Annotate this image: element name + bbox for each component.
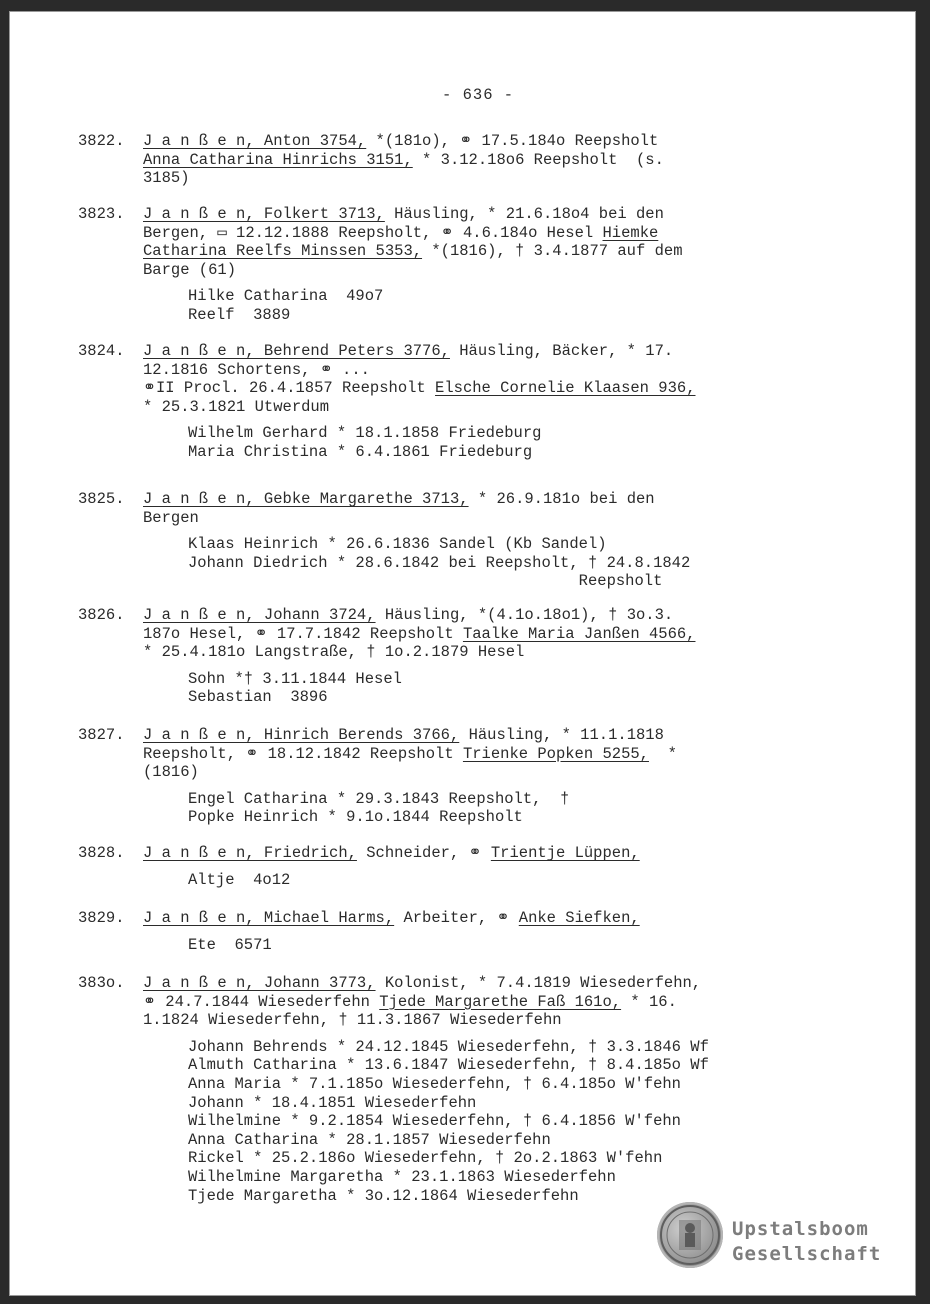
page-content — [10, 12, 915, 1295]
entry-line: Bergen, ▭ 12.12.1888 Reepsholt, ⚭ 4.6.184o Hesel Hiemke — [143, 223, 659, 242]
underlined-name: Elsche Cornelie Klaasen 936, — [435, 379, 696, 398]
entry-line: 3185) — [143, 169, 190, 188]
child-line: Klaas Heinrich * 26.6.1836 Sandel (Kb Sandel) — [188, 535, 607, 554]
child-line: Reepsholt — [188, 572, 663, 591]
child-line: Reelf 3889 — [188, 305, 291, 324]
entry-number: 3825. — [78, 490, 125, 508]
underlined-name: J a n ß e n, Behrend Peters 3776, — [143, 342, 450, 360]
child-line: Sohn *† 3.11.1844 Hesel — [188, 669, 402, 688]
underlined-name: J a n ß e n, Johann 3773, — [143, 974, 376, 992]
child-line: Wilhelmine Margaretha * 23.1.1863 Wiesederfehn — [188, 1167, 616, 1186]
child-line: Johann * 18.4.1851 Wiesederfehn — [188, 1093, 477, 1112]
entry-line: Catharina Reelfs Minssen 5353, *(1816), † 3.4.1877 auf dem — [143, 242, 683, 261]
entry-body — [143, 606, 823, 707]
entry-number: 3823. — [78, 205, 125, 223]
underlined-name: J a n ß e n, Hinrich Berends 3766, — [143, 726, 460, 744]
underlined-name: Trientje Lüppen, — [490, 844, 640, 862]
entry-line: * 25.4.181o Langstraße, † 1o.2.1879 Hesel — [143, 643, 525, 662]
entry-number: 3828. — [78, 844, 125, 862]
child-line: Rickel * 25.2.186o Wiesederfehn, † 2o.2.1863 W'fehn — [188, 1149, 663, 1168]
entry-line: ⚭II Procl. 26.4.1857 Reepsholt Elsche Cornelie Klaasen 936, — [143, 379, 696, 398]
entry-number: 3829. — [78, 909, 125, 927]
child-line: Tjede Margaretha * 3o.12.1864 Wiesederfehn — [188, 1186, 579, 1205]
underlined-name: J a n ß e n, Johann 3724, — [143, 606, 376, 624]
logo-line-2: Gesellschaft — [732, 1243, 882, 1265]
underlined-name: J a n ß e n, Gebke Margarethe 3713, — [143, 490, 469, 508]
entry-number: 3826. — [78, 606, 125, 624]
entry-line: 187o Hesel, ⚭ 17.7.1842 Reepsholt Taalke Maria Janßen 4566, — [143, 624, 696, 643]
child-line: Anna Maria * 7.1.185o Wiesederfehn, † 6.4.185o W'fehn — [188, 1074, 681, 1093]
entry-body — [143, 909, 823, 954]
entry-line: Anna Catharina Hinrichs 3151, * 3.12.18o6 Reepsholt (s. — [143, 150, 664, 169]
entry-line: ⚭ 24.7.1844 Wiesederfehn Tjede Margarethe Faß 161o, * 16. — [143, 992, 677, 1011]
child-line: Wilhelm Gerhard * 18.1.1858 Friedeburg — [188, 424, 542, 443]
entry-line: 12.1816 Schortens, ⚭ ... — [143, 360, 370, 379]
entry-line: Barge (61) — [143, 260, 237, 279]
entry-line: (1816) — [143, 763, 199, 782]
entry-line: J a n ß e n, Gebke Margarethe 3713, * 26.9.181o bei den — [143, 490, 655, 508]
child-line: Hilke Catharina 49o7 — [188, 287, 384, 306]
underlined-name: Tjede Margarethe Faß 161o, — [379, 992, 622, 1011]
entry-body — [143, 342, 823, 462]
underlined-name: Taalke Maria Janßen 4566, — [462, 624, 696, 643]
underlined-name: J a n ß e n, Friedrich, — [143, 844, 357, 862]
child-line: Ete 6571 — [188, 935, 272, 954]
entry-body — [143, 205, 823, 325]
child-line: Sebastian 3896 — [188, 688, 328, 707]
document-page — [10, 12, 915, 1295]
underlined-name: J a n ß e n, Michael Harms, — [143, 909, 395, 927]
child-line: Almuth Catharina * 13.6.1847 Wiesederfehn, † 8.4.185o Wf — [188, 1056, 709, 1075]
entry-number: 3824. — [78, 342, 125, 360]
underlined-name: J a n ß e n, Folkert 3713, — [143, 205, 385, 223]
entry-line: J a n ß e n, Hinrich Berends 3766, Häusling, * 11.1.1818 — [143, 726, 664, 744]
underlined-name: Catharina Reelfs Minssen 5353, — [143, 242, 423, 261]
child-line: Popke Heinrich * 9.1o.1844 Reepsholt — [188, 808, 523, 827]
entry-body — [143, 844, 823, 889]
entry-line: Bergen — [143, 508, 199, 527]
underlined-name: Trienke Popken 5255, — [462, 744, 649, 763]
child-line: Johann Diedrich * 28.6.1842 bei Reepsholt, † 24.8.1842 — [188, 553, 691, 572]
society-logo — [732, 1217, 881, 1267]
child-line: Engel Catharina * 29.3.1843 Reepsholt, † — [188, 789, 570, 808]
child-line: Altje 4o12 — [188, 870, 291, 889]
entry-line: * 25.3.1821 Utwerdum — [143, 397, 330, 416]
underlined-name: J a n ß e n, Anton 3754, — [143, 132, 367, 150]
underlined-name: Hiemke — [602, 223, 659, 242]
entry-line: J a n ß e n, Anton 3754, *(181o), ⚭ 17.5.184o Reepsholt — [143, 132, 659, 150]
entry-line: J a n ß e n, Johann 3724, Häusling, *(4.1o.18o1), † 3o.3. — [143, 606, 674, 624]
child-line: Johann Behrends * 24.12.1845 Wiesederfehn, † 3.3.1846 Wf — [188, 1037, 709, 1056]
entry-line: J a n ß e n, Folkert 3713, Häusling, * 21.6.18o4 bei den — [143, 205, 664, 223]
entry-line: Reepsholt, ⚭ 18.12.1842 Reepsholt Trienke Popken 5255, * — [143, 744, 677, 763]
entry-line: J a n ß e n, Michael Harms, Arbeiter, ⚭ Anke Siefken, — [143, 909, 640, 927]
entry-line: J a n ß e n, Johann 3773, Kolonist, * 7.4.1819 Wiesederfehn, — [143, 974, 702, 992]
society-seal-icon — [657, 1202, 723, 1268]
entry-number: 383o. — [78, 974, 125, 992]
entry-line: 1.1824 Wiesederfehn, † 11.3.1867 Wiesederfehn — [143, 1011, 562, 1030]
child-line: Maria Christina * 6.4.1861 Friedeburg — [188, 442, 533, 461]
entry-body — [143, 132, 823, 188]
logo-line-1: Upstalsboom — [732, 1218, 869, 1240]
entry-line: J a n ß e n, Friedrich, Schneider, ⚭ Trientje Lüppen, — [143, 844, 640, 862]
entry-body — [143, 490, 823, 591]
entry-body — [143, 974, 823, 1205]
entry-body — [143, 726, 823, 827]
underlined-name: Anna Catharina Hinrichs 3151, — [143, 150, 413, 169]
entry-number: 3822. — [78, 132, 125, 150]
underlined-name: Anke Siefken, — [518, 909, 640, 927]
page-number: - 636 - — [442, 86, 515, 104]
entry-line: J a n ß e n, Behrend Peters 3776, Häusling, Bäcker, * 17. — [143, 342, 674, 360]
child-line: Anna Catharina * 28.1.1857 Wiesederfehn — [188, 1130, 551, 1149]
child-line: Wilhelmine * 9.2.1854 Wiesederfehn, † 6.4.1856 W'fehn — [188, 1112, 681, 1131]
entry-number: 3827. — [78, 726, 125, 744]
